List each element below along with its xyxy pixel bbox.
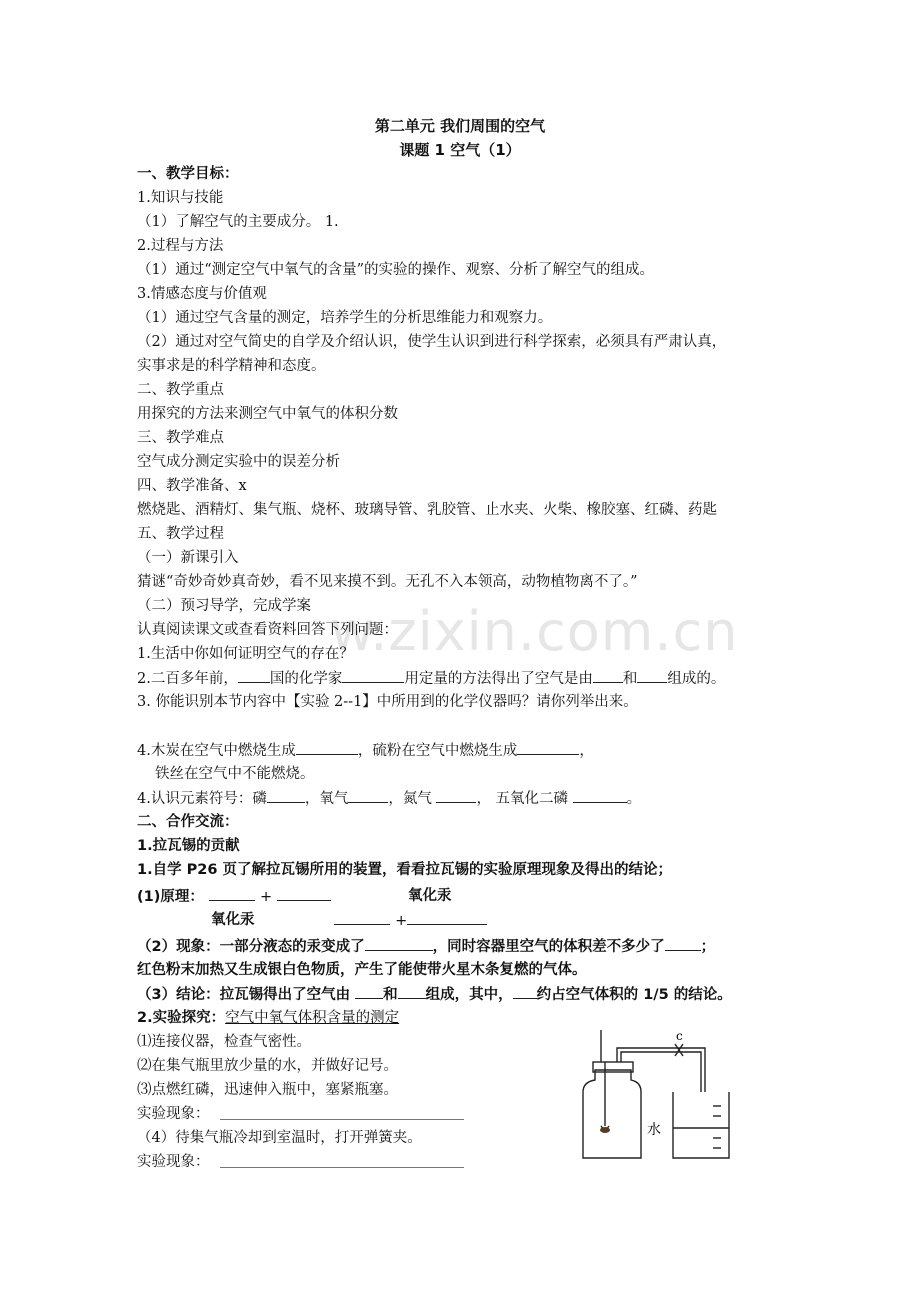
blank[interactable]	[665, 936, 701, 951]
gas-bottle	[583, 1070, 641, 1158]
blank[interactable]	[436, 788, 476, 803]
knowledge-item-1: （1）了解空气的主要成分。 1.	[137, 214, 339, 230]
blank[interactable]	[398, 984, 426, 999]
process-item-1: （1）通过“测定空气中氧气的含量”的实验的操作、观察、分析了解空气的组成。	[137, 262, 655, 278]
key-points-heading: 二、教学重点	[137, 382, 224, 398]
watermark: w.zixin.com.cn	[330, 600, 739, 663]
experiment-heading: 2.实验探究：空气中氧气体积含量的测定	[137, 1010, 400, 1026]
blank[interactable]	[277, 886, 331, 901]
question-4-cont: 铁丝在空气中不能燃烧。	[155, 766, 315, 782]
blank[interactable]	[593, 668, 623, 683]
blank[interactable]	[296, 740, 358, 755]
conclusion-line: （3）结论：拉瓦锡得出了空气由 和 组成，其中， 约占空气体积的 1/5 的结论。	[137, 984, 732, 1005]
principle-line: (1)原理： +	[137, 886, 331, 907]
blank[interactable]	[342, 668, 404, 683]
process-section-heading: 五、教学过程	[137, 526, 224, 542]
question-5: 4.认识元素符号：磷 ，氧气 ，氮气 ， 五氧化二磷 。	[137, 788, 641, 809]
mercury-oxide-label: 氧化汞	[408, 888, 452, 904]
riddle-text: 猜谜“奇妙奇妙真奇妙，看不见来摸不到。无孔不入本领高，动物植物离不了。”	[137, 574, 638, 590]
question-1: 1.生活中你如何证明空气的存在？	[137, 646, 354, 662]
blank[interactable]	[517, 740, 579, 755]
mercury-oxide-label: 氧化汞	[211, 912, 255, 928]
unit-title: 第二单元 我们周围的空气	[374, 117, 546, 135]
decomposition-line: +	[334, 910, 487, 931]
observation-label: 实验现象：	[137, 1106, 210, 1122]
lesson-title: 课题 1 空气（1）	[399, 141, 521, 159]
question-4: 4.木炭在空气中燃烧生成 ，硫粉在空气中燃烧生成 ，	[137, 740, 594, 761]
blank[interactable]	[238, 668, 270, 683]
emotion-item-2a: （2）通过对空气简史的自学及介绍认识，使学生认识到进行科学探索，必须具有严肃认真，	[137, 334, 727, 350]
cooperation-heading: 二、合作交流：	[137, 814, 239, 830]
emotion-heading: 3.情感态度与价值观	[137, 286, 267, 302]
difficulty-text: 空气成分测定实验中的误差分析	[137, 454, 340, 470]
question-2: 2.二百多年前， 国的化学家 用定量的方法得出了空气是由 和 组成的。	[137, 668, 725, 689]
experiment-title: 空气中氧气体积含量的测定	[225, 1010, 400, 1026]
emotion-item-1: （1）通过空气含量的测定，培养学生的分析思维能力和观察力。	[137, 310, 553, 326]
knowledge-heading: 1.知识与技能	[137, 190, 224, 206]
observation-answer-line[interactable]	[220, 1119, 464, 1120]
self-study-task: 1.自学 P26 页了解拉瓦锡所用的装置，看看拉瓦锡的实验原理现象及得出的结论；	[137, 862, 672, 878]
blank[interactable]	[407, 910, 487, 925]
preparation-heading: 四、教学准备、x	[137, 478, 247, 494]
process-heading: 2.过程与方法	[137, 238, 224, 254]
step-2: ⑵在集气瓶里放少量的水，并做好记号。	[137, 1058, 398, 1074]
key-points-text: 用探究的方法来测空气中氧气的体积分数	[137, 406, 398, 422]
observation-answer-line-2[interactable]	[220, 1167, 464, 1168]
step-3: ⑶点燃红磷，迅速伸入瓶中，塞紧瓶塞。	[137, 1082, 398, 1098]
step-1: ⑴连接仪器，检查气密性。	[137, 1034, 311, 1050]
blank[interactable]	[267, 788, 305, 803]
question-3: 3. 你能识别本节内容中【实验 2--1】中所用到的化学仪器吗？请你列举出来。	[137, 694, 638, 710]
emotion-item-2b: 实事求是的科学精神和态度。	[137, 358, 326, 374]
step-4: （4）待集气瓶冷却到室温时，打开弹簧夹。	[137, 1130, 422, 1146]
preview-instruction: 认真阅读课文或查看资料回答下列问题：	[137, 622, 398, 638]
blank[interactable]	[355, 984, 383, 999]
phenomenon-line-2: 红色粉末加热又生成银白色物质，产生了能使带火星木条复燃的气体。	[137, 962, 587, 978]
red-phosphorus	[600, 1127, 610, 1133]
spring-clamp	[675, 1044, 683, 1056]
preview-heading: （二）预习导学，完成学案	[137, 598, 311, 614]
blank[interactable]	[365, 936, 433, 951]
water-label: 水	[647, 1122, 661, 1138]
blank[interactable]	[334, 910, 390, 925]
lavoisier-heading: 1.拉瓦锡的贡献	[137, 838, 240, 854]
teaching-goals-heading: 一、教学目标：	[137, 166, 239, 182]
blank[interactable]	[209, 886, 255, 901]
clamp-label: c	[676, 1029, 683, 1043]
phenomenon-line: （2）现象：一部分液态的汞变成了 ，同时容器里空气的体积差不多少了 ；	[137, 936, 715, 957]
blank[interactable]	[573, 788, 627, 803]
observation-label-2: 实验现象：	[137, 1154, 210, 1170]
preparation-text: 燃烧匙、酒精灯、集气瓶、烧杯、玻璃导管、乳胶管、止水夹、火柴、橡胶塞、红磷、药匙	[137, 502, 717, 518]
difficulty-heading: 三、教学难点	[137, 430, 224, 446]
blank[interactable]	[348, 788, 388, 803]
intro-heading: （一）新课引入	[137, 550, 239, 566]
blank[interactable]	[637, 668, 667, 683]
apparatus-diagram	[575, 1022, 735, 1162]
blank[interactable]	[513, 984, 537, 999]
